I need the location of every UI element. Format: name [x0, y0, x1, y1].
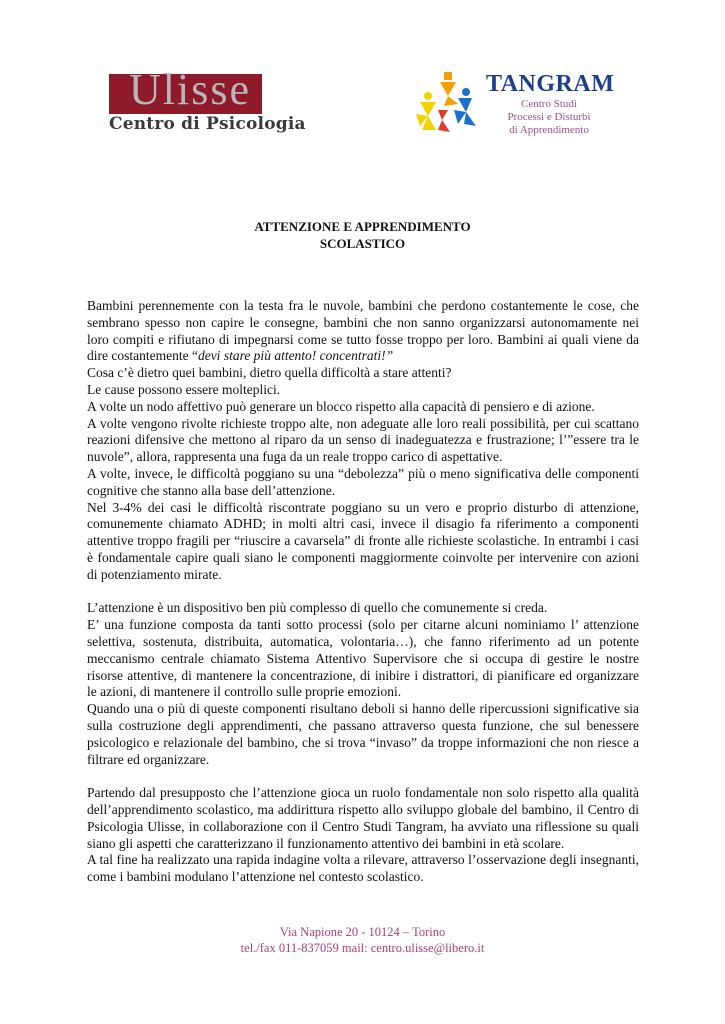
paragraph-7: Nel 3-4% dei casi le difficoltà riscontrate poggiano su un vero e proprio disturbo di attenzione, comunemente chiamato ADHD; in molti altri casi, invece il disagio fa riferimento a componenti attentive troppo fragili per “riuscire a cavarsela” di fronte alle richieste scolastiche. In entrambi i casi è fondamentale capire quali siano le componenti maggiormente coinvolte per intervenire con azioni di potenziamento mirate. — [87, 499, 639, 582]
paragraph-spacer — [87, 768, 639, 785]
document-title-line-2: SCOLASTICO — [319, 236, 406, 251]
ulisse-logo — [109, 65, 306, 134]
ulisse-logo-subtitle: Centro di Psicologia — [109, 114, 306, 134]
paragraph-12: A tal fine ha realizzato una rapida indagine volta a rilevare, attraverso l’osservazione degli insegnanti, come i bambini modulano l’attenzione nel contesto scolastico. — [87, 852, 639, 885]
tangram-logo-subtitle — [484, 98, 614, 137]
tangram-sub-line-2: Processi e Disturbi — [507, 111, 591, 123]
paragraph-spacer — [87, 584, 639, 601]
footer-address: Via Napione 20 - 10124 – Torino — [279, 925, 446, 939]
paragraph-2: Cosa c’è dietro quei bambini, dietro quella difficoltà a stare attenti? — [87, 365, 452, 381]
paragraph-8: L’attenzione è un dispositivo ben più complesso di quello che comunemente si creda. — [87, 600, 548, 616]
paragraph-1-text: Bambini perennemente con la testa fra le nuvole, bambini che perdono costantemente le cose, che sembrano spesso non capire le consegne, bambini che non sanno organizzarsi autonomamente nei loro compiti e rifiutano di impegnarsi come se tutto fosse troppo per loro. Bambini ai quali viene da dire costantemente “ — [87, 298, 639, 364]
document-title — [150, 218, 575, 252]
paragraph-5: A volte vengono rivolte richieste troppo alte, non adeguate alle loro reali possibilità, per cui scattano reazioni difensive che mettono al riparo da un senso di inadeguatezza e frustrazione; l’”essere tra le nuvole”, allora, rappresenta una fuga da un reale troppo carico di aspettative. — [87, 415, 639, 465]
footer-phone-mail: tel./fax 011-837059 mail: centro.ulisse@libero.it — [240, 941, 485, 955]
paragraph-10: Quando una o più di queste componenti risultano deboli si hanno delle ripercussioni significative sia sulla costruzione degli apprendimenti, che passano attraverso questa funzione, che sul benessere psicologico e relazionale del bambino, che si trova “invaso” da troppe informazioni che non riesce a filtrare ed organizzare. — [87, 701, 639, 767]
paragraph-4: A volte un nodo affettivo può generare un blocco rispetto alla capacità di pensiero e di azione. — [87, 398, 595, 414]
paragraph-1 — [87, 298, 639, 365]
footer-contact — [180, 924, 545, 956]
paragraph-9: E’ una funzione composta da tanti sotto processi (solo per citarne alcuni nominiamo l’ attenzione selettiva, sostenuta, distribuita, automatica, volontaria…), che fanno riferimento ad un potente meccanismo centrale chiamato Sistema Attentivo Supervisore che si occupa di gestire le nostre risorse attentive, di mantenere la concentrazione, di inibire i distrattori, di pianificare ed organizzare le azioni, di mantenere il controllo sulle proprie emozioni. — [87, 617, 639, 700]
paragraph-11: Partendo dal presupposto che l’attenzione gioca un ruolo fondamentale non solo rispetto alla qualità dell’apprendimento scolastico, ma addirittura rispetto allo sviluppo globale del bambino, il Centro di Psicologia Ulisse, in collaborazione con il Centro Studi Tangram, ha avviato una riflessione su quali siano gli aspetti che caratterizzano il funzionamento attentivo dei bambini in età scolare. — [87, 785, 639, 851]
ulisse-logo-word: Ulisse — [129, 65, 251, 114]
tangram-figures-icon — [414, 70, 486, 134]
paragraph-3: Le cause possono essere molteplici. — [87, 381, 281, 397]
tangram-logo-title: TANGRAM — [486, 71, 615, 97]
document-title-line-1: ATTENZIONE E APPRENDIMENTO — [254, 219, 471, 234]
paragraph-1-quote: devi stare più attento! concentrati!” — [197, 348, 394, 364]
tangram-sub-line-3: di Apprendimento — [509, 124, 589, 136]
tangram-sub-line-1: Centro Studi — [521, 98, 577, 110]
tangram-logo — [414, 70, 614, 140]
document-body — [87, 298, 639, 886]
paragraph-6: A volte, invece, le difficoltà poggiano su una “debolezza” più o meno significativa delle componenti cognitive che stanno alla base dell’attenzione. — [87, 465, 639, 498]
